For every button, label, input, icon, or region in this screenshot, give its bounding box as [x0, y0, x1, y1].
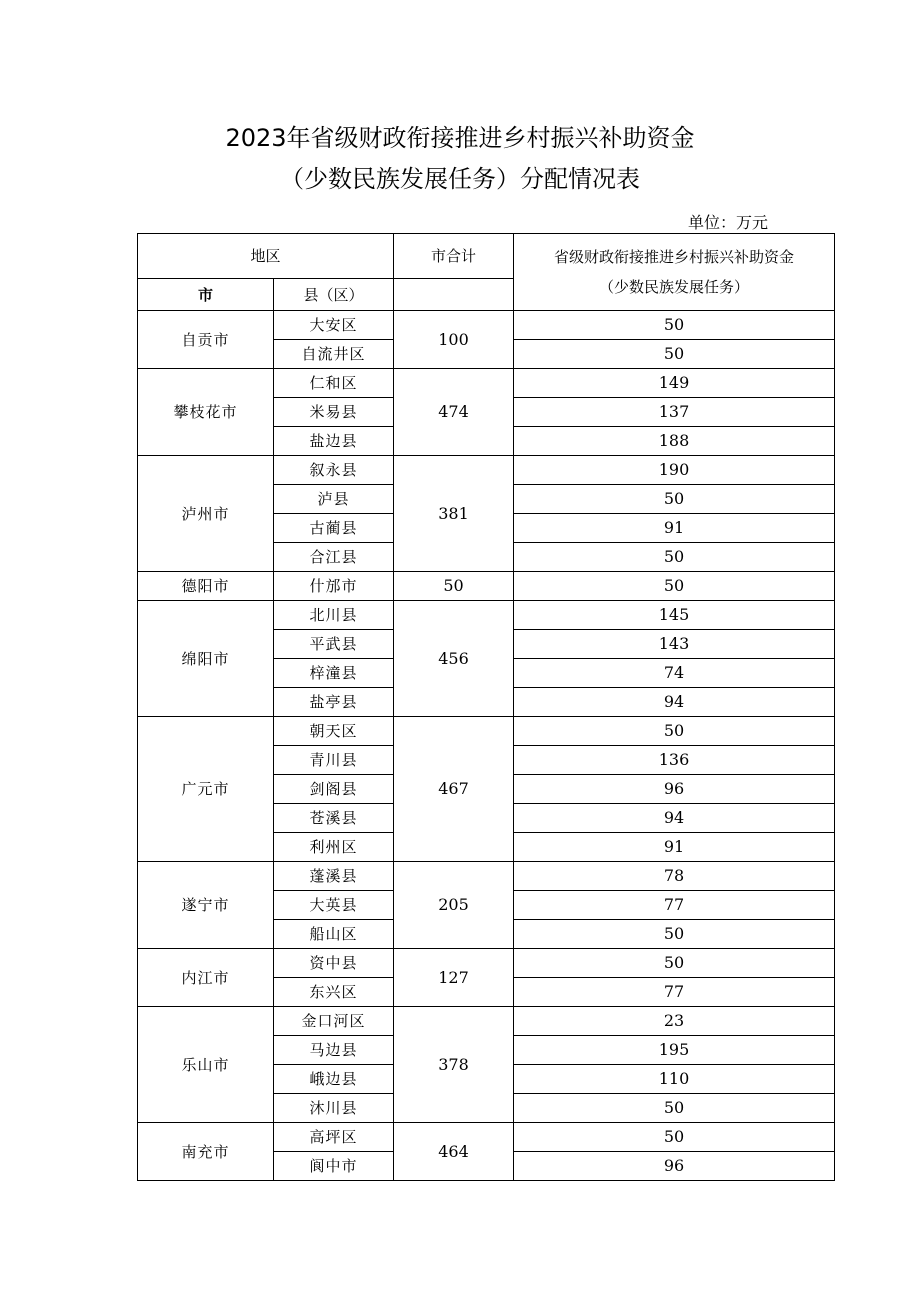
county-cell: 仁和区: [274, 369, 394, 398]
city-total-cell: 474: [394, 369, 514, 456]
amount-cell: 94: [514, 688, 835, 717]
amount-cell: 50: [514, 920, 835, 949]
amount-cell: 145: [514, 601, 835, 630]
amount-cell: 96: [514, 775, 835, 804]
amount-cell: 195: [514, 1036, 835, 1065]
city-cell: 攀枝花市: [138, 369, 274, 456]
header-row-1: [138, 234, 835, 279]
county-cell: 古蔺县: [274, 514, 394, 543]
table-row: [138, 949, 835, 978]
county-cell: 利州区: [274, 833, 394, 862]
city-cell: 绵阳市: [138, 601, 274, 717]
amount-cell: 188: [514, 427, 835, 456]
table-row: [138, 456, 835, 485]
table-row: [138, 1007, 835, 1036]
county-cell: 沐川县: [274, 1094, 394, 1123]
amount-cell: 77: [514, 891, 835, 920]
city-cell: 内江市: [138, 949, 274, 1007]
table-row: [138, 572, 835, 601]
header-fund-subtitle: （少数民族发展任务）: [598, 278, 749, 296]
city-cell: 乐山市: [138, 1007, 274, 1123]
county-cell: 平武县: [274, 630, 394, 659]
amount-cell: 50: [514, 543, 835, 572]
city-cell: 遂宁市: [138, 862, 274, 949]
county-cell: 梓潼县: [274, 659, 394, 688]
amount-cell: 50: [514, 485, 835, 514]
table-header: [138, 234, 835, 311]
amount-cell: 50: [514, 311, 835, 340]
county-cell: 泸县: [274, 485, 394, 514]
county-cell: 盐边县: [274, 427, 394, 456]
amount-cell: 50: [514, 340, 835, 369]
city-total-cell: 205: [394, 862, 514, 949]
amount-cell: 77: [514, 978, 835, 1007]
county-cell: 什邡市: [274, 572, 394, 601]
county-cell: 大安区: [274, 311, 394, 340]
county-cell: 剑阁县: [274, 775, 394, 804]
city-total-cell: 467: [394, 717, 514, 862]
header-county: 县（区）: [274, 279, 394, 311]
unit-label: 单位：万元: [688, 213, 769, 232]
county-cell: 资中县: [274, 949, 394, 978]
amount-cell: 78: [514, 862, 835, 891]
county-cell: 自流井区: [274, 340, 394, 369]
county-cell: 叙永县: [274, 456, 394, 485]
amount-cell: 136: [514, 746, 835, 775]
header-fund-title: 省级财政衔接推进乡村振兴补助资金: [553, 248, 794, 266]
amount-cell: 110: [514, 1065, 835, 1094]
table-row: [138, 369, 835, 398]
table-row: [138, 862, 835, 891]
amount-cell: 74: [514, 659, 835, 688]
city-total-cell: 50: [394, 572, 514, 601]
table-row: [138, 1123, 835, 1152]
city-total-cell: 381: [394, 456, 514, 572]
page-title-line-2: （少数民族发展任务）分配情况表: [280, 165, 640, 193]
amount-cell: 50: [514, 1123, 835, 1152]
amount-cell: 94: [514, 804, 835, 833]
amount-cell: 50: [514, 717, 835, 746]
amount-cell: 149: [514, 369, 835, 398]
table-row: [138, 311, 835, 340]
county-cell: 北川县: [274, 601, 394, 630]
county-cell: 朝天区: [274, 717, 394, 746]
county-cell: 高坪区: [274, 1123, 394, 1152]
page-title-line-1: 2023年省级财政衔接推进乡村振兴补助资金: [225, 124, 695, 152]
amount-cell: 91: [514, 514, 835, 543]
amount-cell: 91: [514, 833, 835, 862]
amount-cell: 143: [514, 630, 835, 659]
amount-cell: 50: [514, 572, 835, 601]
city-total-cell: 127: [394, 949, 514, 1007]
county-cell: 青川县: [274, 746, 394, 775]
amount-cell: 50: [514, 1094, 835, 1123]
city-cell: 广元市: [138, 717, 274, 862]
amount-cell: 23: [514, 1007, 835, 1036]
header-city-total: 市合计: [394, 234, 514, 279]
county-cell: 金口河区: [274, 1007, 394, 1036]
amount-cell: 96: [514, 1152, 835, 1181]
city-total-cell: 100: [394, 311, 514, 369]
county-cell: 峨边县: [274, 1065, 394, 1094]
city-total-cell: 464: [394, 1123, 514, 1181]
table-row: [138, 601, 835, 630]
county-cell: 马边县: [274, 1036, 394, 1065]
county-cell: 阆中市: [274, 1152, 394, 1181]
header-empty-cell: [394, 279, 514, 311]
county-cell: 东兴区: [274, 978, 394, 1007]
city-cell: 南充市: [138, 1123, 274, 1181]
amount-cell: 137: [514, 398, 835, 427]
county-cell: 大英县: [274, 891, 394, 920]
table-body: [138, 311, 835, 1181]
city-total-cell: 456: [394, 601, 514, 717]
header-region: 地区: [138, 234, 394, 279]
header-city: 市: [138, 279, 274, 311]
header-fund: [514, 234, 835, 311]
city-cell: 自贡市: [138, 311, 274, 369]
city-cell: 泸州市: [138, 456, 274, 572]
city-cell: 德阳市: [138, 572, 274, 601]
county-cell: 船山区: [274, 920, 394, 949]
city-total-cell: 378: [394, 1007, 514, 1123]
amount-cell: 50: [514, 949, 835, 978]
allocation-table: [137, 233, 835, 1181]
county-cell: 苍溪县: [274, 804, 394, 833]
table-row: [138, 717, 835, 746]
amount-cell: 190: [514, 456, 835, 485]
county-cell: 蓬溪县: [274, 862, 394, 891]
county-cell: 盐亭县: [274, 688, 394, 717]
county-cell: 合江县: [274, 543, 394, 572]
county-cell: 米易县: [274, 398, 394, 427]
